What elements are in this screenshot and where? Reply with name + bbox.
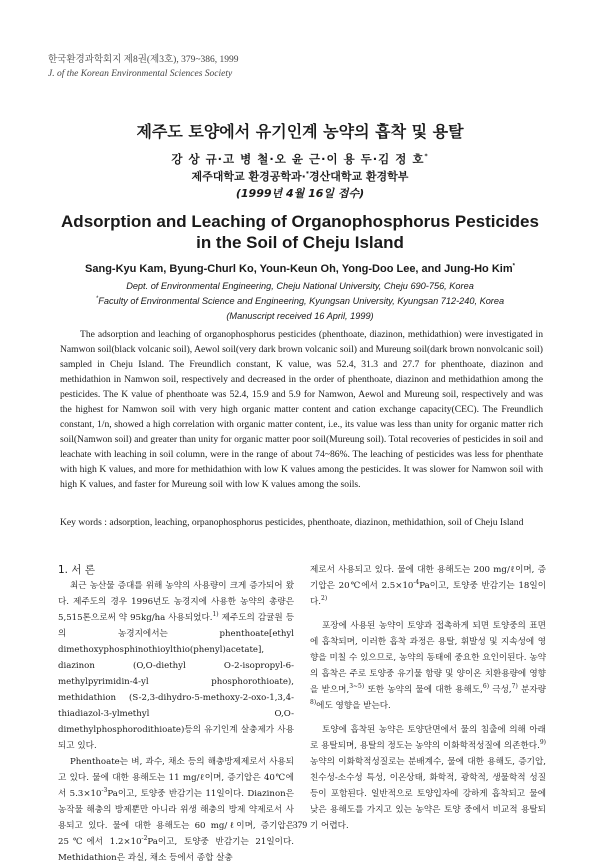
- keywords-text: adsorption, leaching, orpanophosphorus pesticides, phenthoate, diazinon, methidathion, soil of Cheju Island: [109, 517, 524, 528]
- title-korean: 제주도 토양에서 유기인계 농약의 흡착 및 용탈: [136, 122, 464, 141]
- affiliation-english-2: [0, 294, 600, 309]
- affiliation-english-1: Dept. of Environmental Engineering, Cheju National University, Cheju 690-756, Korea: [126, 281, 474, 291]
- title-english-line2: in the Soil of Cheju Island: [196, 233, 404, 252]
- affiliations-english: [0, 279, 600, 324]
- page-number: 379: [292, 821, 308, 831]
- title-english-line1: Adsorption and Leaching of Organophosphorus Pesticides: [61, 212, 539, 231]
- authors-english-names: Sang-Kyu Kam, Byung-Churl Ko, Youn-Keun Oh, Yong-Doo Lee, and Jung-Ho Kim: [85, 263, 513, 275]
- authors-english-mark: *: [512, 263, 515, 270]
- affiliation-english-2-mark: *: [95, 295, 99, 302]
- title-english: [0, 211, 600, 253]
- right-paragraph-1: 제로서 사용되고 있다. 물에 대한 용해도는 200 mg/ℓ이며, 증기압은 20℃에서 $2.5\times 10^{-4}Pa$이고, 토양중 반감기는 18일이다.$^{2)}$: [310, 565, 546, 607]
- right-paragraph-3: 토양에 흡착된 농약은 토양단면에서 물의 침출에 의해 아래로 용탈되며, 용탈의 정도는 농약의 이화학적성질에 의존한다.$^{9)}$ 농약의 이화학적성질로는 분배계수, 물에 대한 용해도, 증기압, 친수성-소수성 특성, 이온상태, 화학적, 광학적, 생물학적 성질 등이 포함된다. 일반적으로 토양입자에 강하게 흡착되고 물에 낮은 용해도를 가지고 있는 농약은 토양 중에서 비교적 용탈되기 어렵다.: [310, 725, 546, 831]
- running-header-ko: 한국환경과학회지 제8권(제3호), 379~386, 1999: [48, 55, 239, 65]
- right-paragraph-2: 포장에 사용된 농약이 토양과 접촉하게 되면 토양중의 표면에 흡착되며, 이러한 흡착 과정은 용탈, 휘발성 및 지속성에 영향을 미칠 수 있으므로, 농약의 동태에 중요한 요인이된다. 농약의 흡착은 주로 토양중 유기물 함량 및 양이온 치환용량에 영향을 받으며,$^{3\sim 5)}$ 또한 농약의 물에 대한 용해도,$^{6)}$ 극성,$^{7)}$ 분자량$^{8)}$에도 영향을 받는다.: [310, 621, 546, 711]
- keywords-label: Key words :: [60, 517, 107, 528]
- left-paragraph-2: Phenthoate는 벼, 과수, 채소 등의 해충방제제로서 사용되고 있다. 물에 대한 용해도는 11 mg/ℓ이며, 증기압은 40℃에서 $5.3\times 10^{-3}Pa$이고, 토양중 반감기는 11일이다. Diazinon은 농작물 해충의 방제뿐만 아니라 위생 해충의 방제 약제로서 사용되고 있다. 물에 대한 용해도는 60 mg/ℓ이며, 증기압은 25℃에서 $1.2\times 10^{-2}Pa$이고, 토양중 반감기는 21일이다. Methidathion은 과실, 채소 등에서 종합 살충: [58, 757, 294, 863]
- authors-english: [0, 263, 600, 275]
- abstract: The adsorption and leaching of organophosphorus pesticides (phenthoate, diazinon, methidathion) were investigated in Namwon soil(black volcanic soil), Aewol soil(very dark brown volcanic soil) and Mureung soil(dark brown nonvolcanic soil) sampled in Cheju Island. The Freundlich constant, K value, was 52.4, 31.3 and 27.7 for phenthoate, diazinon and methidathion in Namwon soil, respectively and decreased in the order of phenthoate, diazinon and methidathion among the pesticides. The K value of phenthoate was 52.4, 15.9 and 5.9 for Namwon, Aewol and Mureung soil, respectively and was the highest for Namwon soil with very high organic matter content and cation exchange capacity(CEC). The Freundlich constant, 1/n, showed a high correlation with organic matter content, i.e., its value was less than unity for organic matter rich soil(Namwon soil) and greater than unity for organic matter poor soil(Mureung soil). Total recoveries of pesticides in soil and leachate with leaching in soil column, were in the range of about 74~86%. The leaching of pesticides was less for phenthate with high K values, and more for methidathion with low K values among the pesticides. It was slower for Namwon soil with high K values, and faster for Mureung soil with low K values among the soils.: [60, 329, 543, 490]
- received-date-english: (Manuscript received 16 April, 1999): [226, 311, 374, 321]
- affiliation-korean-1: 제주대학교 환경공학과·: [191, 170, 306, 183]
- keywords: [60, 515, 543, 530]
- right-column: [310, 562, 546, 834]
- section-heading-introduction: 1. 서 론: [58, 564, 95, 576]
- received-date-korean: (1999년 4월 16일 접수): [235, 187, 365, 200]
- authors-korean-mark: *: [424, 153, 429, 161]
- authors-korean: [0, 151, 600, 167]
- affiliation-english-2-text: Faculty of Environmental Science and Engineering, Kyungsan University, Kyungsan 712-240, Korea: [98, 296, 505, 306]
- affiliation-korean-mark: *: [305, 170, 309, 178]
- running-header-en: J. of the Korean Environmental Sciences Society: [48, 69, 233, 79]
- affiliation-korean: [0, 168, 600, 184]
- left-paragraph-1: 최근 농산물 증대를 위해 농약의 사용량이 크게 증가되어 왔다. 제주도의 경우 1996년도 농경지에 사용한 농약의 총량은 5,515톤으로써 약 95kg/ha 사용되었다.$^{1)}$ 제주도의 감귤원 등의 농경지에서는 phenthoate[ethyl dimethoxyphosphinothioylthio(phenyl)acetate], diazinon (O,O-diethyl O-2-isopropyl-6-methylpyrimidin-4-yl phosphorothioate), methidathion (S-2,3-dihydro-5-methoxy-2-oxo-1,3,4-thiadiazol-3-ylmethyl O,O-dimethylphosphorodithioate)등의 유기인계 살충제가 사용되고 있다.: [58, 581, 294, 751]
- affiliation-korean-2: 경산대학교 환경학부: [308, 170, 409, 183]
- authors-korean-names: 강 상 규·고 병 철·오 윤 근·이 용 두·김 정 호: [171, 152, 425, 166]
